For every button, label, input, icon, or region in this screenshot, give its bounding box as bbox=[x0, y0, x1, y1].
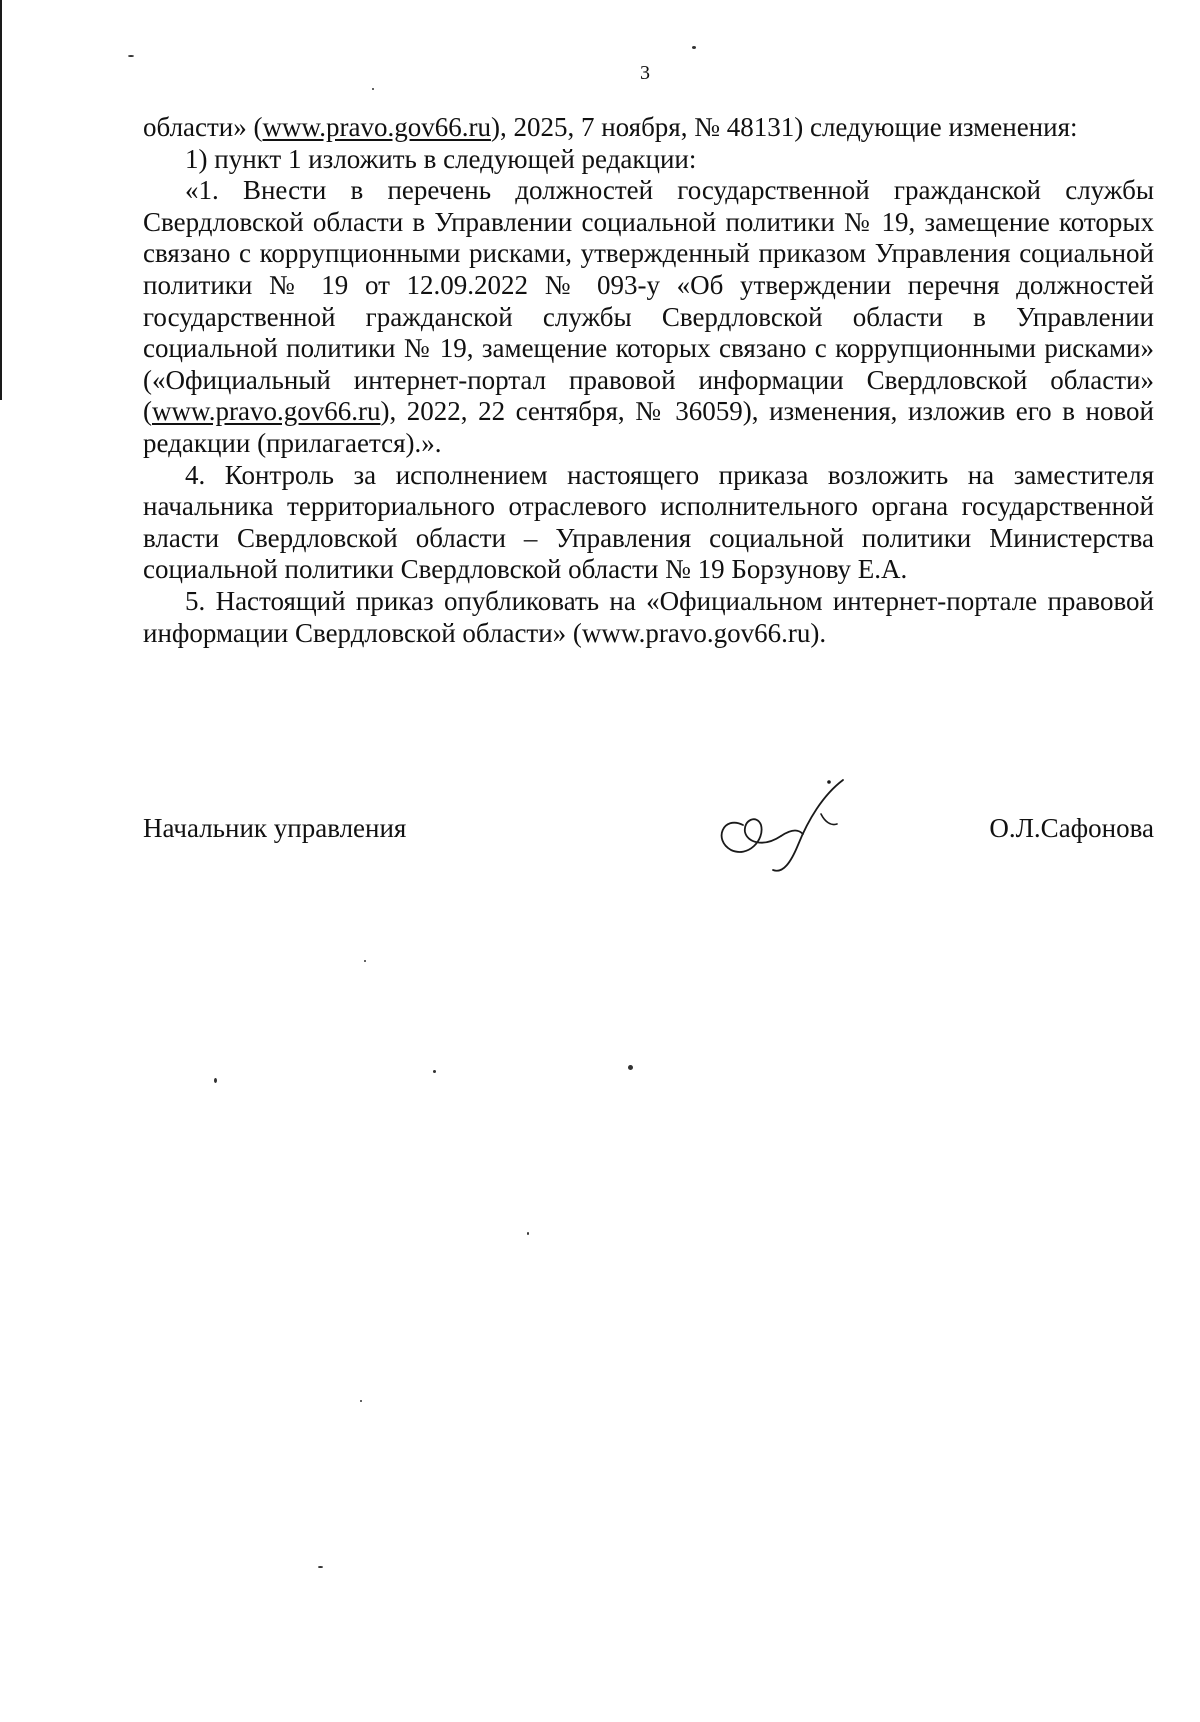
scan-speck bbox=[318, 1566, 323, 1568]
scan-speck bbox=[360, 1400, 362, 1402]
paragraph-continuation bbox=[143, 112, 1154, 144]
scan-speck bbox=[128, 55, 134, 57]
paragraph-text: «1. Внести в перечень должностей государственной гражданской службы Свердловской области в Управлении социальной политики № 19, замещение которых связано с коррупционными рисками, утвержденный приказом Управления социальной политики № 19 от 12.09.2022 № 093-у «Об утверждении перечня должностей государственной гражданской службы Свердловской области в Управлении социальной политики № 19, замещение которых связано с коррупционными рисками» («Официальный интернет-портал правовой информации Свердловской области» ( bbox=[143, 175, 1154, 427]
signature-block bbox=[143, 770, 1154, 890]
paragraph-item-4: 4. Контроль за исполнением настоящего приказа возложить на заместителя начальника территориального отраслевого исполнительного органа государственной власти Свердловской области – Управления социальной политики Министерства социальной политики Свердловской области № 19 Борзунову Е.А. bbox=[143, 459, 1154, 585]
paragraph-item-1: 1) пункт 1 изложить в следующей редакции: bbox=[185, 143, 697, 174]
scan-speck bbox=[214, 1078, 217, 1083]
scan-speck bbox=[372, 88, 374, 90]
paragraph-text: области» ( bbox=[143, 112, 263, 142]
scan-speck bbox=[628, 1065, 633, 1070]
paragraph-text: ), 2022, 22 сентября, № 36059), изменения, изложив его в новой редакции (прилагается).». bbox=[143, 396, 1154, 458]
portal-link[interactable]: www.pravo.gov66.ru bbox=[262, 112, 491, 142]
scan-speck bbox=[527, 1232, 529, 1235]
handwritten-signature bbox=[703, 770, 853, 880]
signatory-name: О.Л.Сафонова bbox=[989, 813, 1154, 843]
document-body bbox=[143, 112, 1154, 649]
paragraph-quoted-amendment bbox=[143, 175, 1154, 459]
scan-edge bbox=[0, 0, 2, 400]
paragraph-item-5: 5. Настоящий приказ опубликовать на «Официальном интернет-портале правовой информации Свердловской области» (www.pravo.gov66.ru). bbox=[143, 585, 1154, 648]
scan-speck bbox=[692, 46, 696, 49]
scan-speck bbox=[364, 960, 366, 962]
signatory-title: Начальник управления bbox=[143, 813, 407, 843]
paragraph-text: ), 2025, 7 ноября, № 48131) следующие изменения: bbox=[490, 112, 1078, 142]
portal-link[interactable]: www.pravo.gov66.ru bbox=[152, 396, 381, 427]
page-number: 3 bbox=[640, 62, 650, 84]
scan-speck bbox=[433, 1070, 436, 1073]
